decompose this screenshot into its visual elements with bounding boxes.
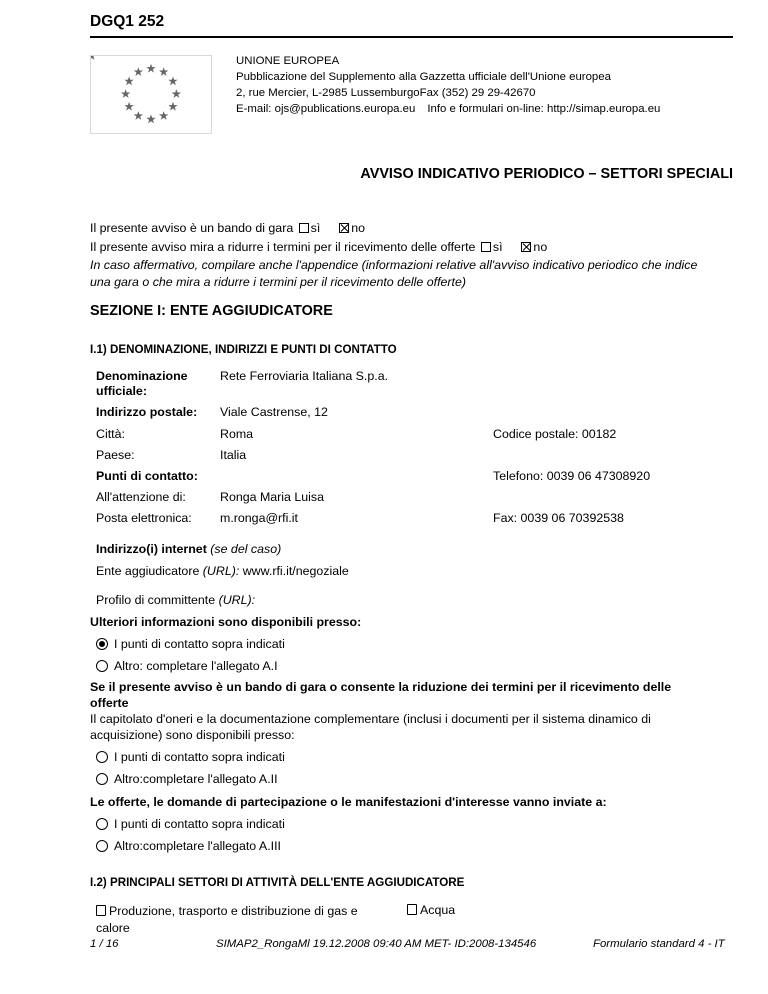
question-riduzione-text: Il presente avviso mira a ridurre i termini per il ricevimento delle offerte — [90, 240, 476, 254]
footer-document-ref: SIMAP2_RongaMl 19.12.2008 09:40 AM MET- ID:2008-134546 — [216, 938, 537, 950]
bando-heading-line1: Se il presente avviso è un bando di gara o consente la riduzione dei termini per il ricevimento delle — [90, 680, 672, 694]
checkbox-label-si: sì — [492, 240, 503, 254]
capitolato-option-2[interactable] — [96, 772, 278, 786]
ulteriori-heading: Ulteriori informazioni sono disponibili presso: — [90, 615, 362, 629]
field-label-punti-contatto: Punti di contatto: — [96, 469, 198, 483]
checkbox-bando-no[interactable] — [339, 223, 349, 233]
option-label: I punti di contatto sopra indicati — [114, 817, 285, 831]
label-line: ufficiale: — [96, 384, 147, 398]
offerte-option-1[interactable] — [96, 817, 285, 831]
ente-url-link[interactable]: www.rfi.it/negoziale — [242, 564, 349, 578]
capitolato-line2: acquisizione) sono disponibili presso: — [90, 728, 295, 742]
settore-gas[interactable] — [96, 903, 358, 937]
profilo-line — [96, 593, 255, 608]
question-riduzione-termini — [90, 240, 547, 254]
document-id: DGQ1 252 — [90, 13, 165, 30]
publisher-contacts — [236, 101, 660, 117]
radio-selected-icon[interactable] — [96, 638, 108, 650]
field-label-email: Posta elettronica: — [96, 511, 192, 525]
option-label: Altro: completare l'allegato A.I — [114, 659, 278, 673]
section-title: SEZIONE I: ENTE AGGIUDICATORE — [90, 303, 333, 319]
internet-heading — [96, 542, 281, 557]
profilo-hint: (URL): — [218, 593, 256, 607]
field-telefono: Telefono: 0039 06 47308920 — [493, 469, 651, 483]
checkbox-riduzione-si[interactable] — [481, 242, 491, 252]
option-label: I punti di contatto sopra indicati — [114, 750, 285, 764]
publisher-info: Info e formulari on-line: http://simap.europa.eu — [427, 103, 661, 115]
publisher-email: E-mail: ojs@publications.europa.eu — [236, 103, 416, 115]
option-label: Produzione, trasporto e distribuzione di gas e — [109, 904, 358, 918]
eu-stars-icon — [91, 56, 211, 133]
checkbox-bando-si[interactable] — [299, 223, 309, 233]
ulteriori-option-1[interactable] — [96, 637, 285, 651]
field-label-indirizzo: Indirizzo postale: — [96, 405, 198, 419]
option-label: Altro:completare l'allegato A.III — [114, 839, 281, 853]
ulteriori-option-2[interactable] — [96, 659, 278, 673]
header-rule — [90, 36, 733, 38]
subsection-title-i1: I.1) DENOMINAZIONE, INDIRIZZI E PUNTI DI CONTATTO — [90, 343, 397, 356]
checkbox-acqua[interactable] — [407, 904, 417, 915]
checkbox-gas[interactable] — [96, 905, 106, 916]
checkbox-riduzione-no[interactable] — [521, 242, 531, 252]
publisher-supplement: Pubblicazione del Supplemento alla Gazzetta ufficiale dell'Unione europea — [236, 71, 611, 83]
profilo-label: Profilo di committente — [96, 593, 216, 607]
field-value-indirizzo: Viale Castrense, 12 — [220, 405, 328, 419]
field-label-attenzione: All'attenzione di: — [96, 490, 186, 504]
document-title: AVVISO INDICATIVO PERIODICO – SETTORI SPECIALI — [360, 166, 733, 182]
offerte-option-2[interactable] — [96, 839, 281, 853]
capitolato-line1: Il capitolato d'oneri e la documentazione complementare (inclusi i documenti per il sistema dinamico di — [90, 712, 651, 726]
field-value-attenzione: Ronga Maria Luisa — [220, 490, 325, 504]
field-value-email[interactable]: m.ronga@rfi.it — [220, 511, 298, 525]
radio-icon[interactable] — [96, 660, 108, 672]
field-value-paese: Italia — [220, 448, 247, 462]
option-label: Altro:completare l'allegato A.II — [114, 772, 278, 786]
footer-page-number: 1 / 16 — [90, 938, 119, 950]
offerte-heading: Le offerte, le domande di partecipazione o le manifestazioni d'interesse vanno inviate a: — [90, 795, 607, 809]
subsection-title-i2: I.2) PRINCIPALI SETTORI DI ATTIVITÀ DELL'ENTE AGGIUDICATORE — [90, 876, 465, 889]
internet-hint: (se del caso) — [210, 542, 282, 556]
intro-note-line2: una gara o che mira a ridurre i termini per il ricevimento delle offerte) — [90, 275, 467, 289]
field-value-denominazione: Rete Ferroviaria Italiana S.p.a. — [220, 369, 389, 383]
settore-gas-line2: calore — [96, 921, 130, 935]
question-bando-gara — [90, 221, 365, 235]
option-label: Acqua — [420, 903, 456, 917]
radio-icon[interactable] — [96, 818, 108, 830]
publisher-address: 2, rue Mercier, L-2985 LussemburgoFax (352) 29 29-42670 — [236, 87, 536, 99]
checkbox-label-no: no — [533, 240, 548, 254]
field-label-paese: Paese: — [96, 448, 135, 462]
field-value-citta: Roma — [220, 427, 254, 441]
label-line: Denominazione — [96, 369, 188, 383]
settore-acqua[interactable] — [407, 903, 455, 917]
checkbox-label-no: no — [351, 221, 366, 235]
footer-form-type: Formulario standard 4 - IT — [593, 938, 725, 950]
option-label: I punti di contatto sopra indicati — [114, 637, 285, 651]
checkbox-label-si: sì — [310, 221, 321, 235]
field-label-denominazione — [96, 369, 188, 399]
ente-label: Ente aggiudicatore — [96, 564, 200, 578]
ente-url-line — [96, 564, 349, 579]
capitolato-option-1[interactable] — [96, 750, 285, 764]
internet-label: Indirizzo(i) internet — [96, 542, 207, 556]
radio-icon[interactable] — [96, 773, 108, 785]
question-bando-gara-text: Il presente avviso è un bando di gara — [90, 221, 294, 235]
field-codice-postale: Codice postale: 00182 — [493, 427, 617, 441]
intro-note-line1: In caso affermativo, compilare anche l'appendice (informazioni relative all'avviso indicativo periodico che indice — [90, 258, 698, 272]
field-label-citta: Città: — [96, 427, 125, 441]
radio-icon[interactable] — [96, 751, 108, 763]
bando-heading-line2: offerte — [90, 696, 129, 710]
field-fax: Fax: 0039 06 70392538 — [493, 511, 624, 525]
publisher-name: UNIONE EUROPEA — [236, 55, 340, 67]
eu-flag-logo — [90, 55, 212, 134]
ente-url-hint: (URL): — [202, 564, 240, 578]
settore-gas-line1 — [96, 903, 358, 920]
radio-icon[interactable] — [96, 840, 108, 852]
